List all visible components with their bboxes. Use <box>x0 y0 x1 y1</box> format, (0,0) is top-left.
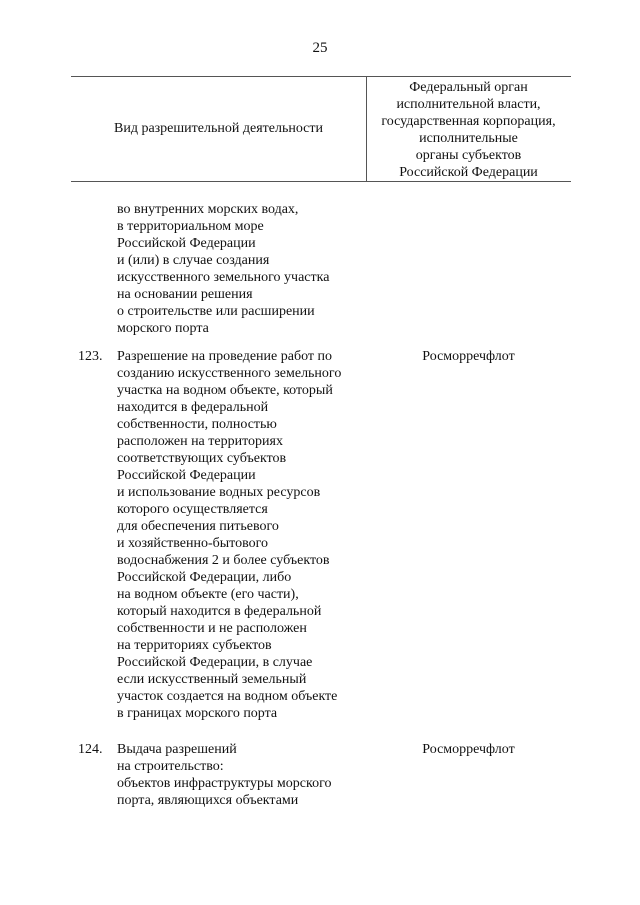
text-line: участок создается на водном объекте <box>117 689 338 704</box>
text-line: на основании решения <box>117 287 253 302</box>
text-line: в границах морского порта <box>117 706 278 721</box>
text-line: Российской Федерации, в случае <box>117 655 313 670</box>
text-line: на строительство: <box>117 759 224 774</box>
column-header-authority-line: исполнительные <box>419 131 518 146</box>
row-description <box>117 348 377 722</box>
column-header-authority <box>366 79 571 181</box>
column-header-authority-line: Федеральный орган <box>409 80 528 95</box>
text-line: Российской Федерации <box>117 236 256 251</box>
text-line: участка на водном объекте, который <box>117 383 333 398</box>
text-line: и хозяйственно-бытового <box>117 536 269 551</box>
column-header-authority-line: исполнительной власти, <box>396 97 541 112</box>
text-line: расположен на территориях <box>117 434 283 449</box>
table-header-top-border <box>71 76 571 77</box>
text-line: который находится в федеральной <box>117 604 322 619</box>
text-line: Выдача разрешений <box>117 742 237 757</box>
text-line: объектов инфраструктуры морского <box>117 776 332 791</box>
text-line: созданию искусственного земельного <box>117 366 342 381</box>
text-line: водоснабжения 2 и более субъектов <box>117 553 330 568</box>
page-number: 25 <box>312 40 328 56</box>
text-line: если искусственный земельный <box>117 672 307 687</box>
text-line: собственности, полностью <box>117 417 277 432</box>
text-line: и использование водных ресурсов <box>117 485 321 500</box>
text-line: Российской Федерации, либо <box>117 570 292 585</box>
row-number: 123. <box>78 349 103 364</box>
text-line: во внутренних морских водах, <box>117 202 299 217</box>
row-number: 124. <box>78 742 103 757</box>
row-authority: Росморречфлот <box>422 349 515 364</box>
text-line: Российской Федерации <box>117 468 256 483</box>
column-header-authority-line: органы субъектов <box>415 148 522 163</box>
text-line: о строительстве или расширении <box>117 304 315 319</box>
row-description <box>117 741 377 809</box>
continuation-text <box>117 201 377 337</box>
text-line: Разрешение на проведение работ по <box>117 349 332 364</box>
text-line: находится в федеральной <box>117 400 269 415</box>
text-line: собственности и не расположен <box>117 621 307 636</box>
text-line: и (или) в случае создания <box>117 253 270 268</box>
text-line: в территориальном море <box>117 219 264 234</box>
row-authority: Росморречфлот <box>422 742 515 757</box>
text-line: на водном объекте (его части), <box>117 587 299 602</box>
table-header-bottom-border <box>71 181 571 182</box>
text-line: на территориях субъектов <box>117 638 272 653</box>
text-line: для обеспечения питьевого <box>117 519 279 534</box>
text-line: искусственного земельного участка <box>117 270 330 285</box>
column-header-authority-line: государственная корпорация, <box>381 114 556 129</box>
column-header-permit-type: Вид разрешительной деятельности <box>113 121 323 136</box>
text-line: порта, являющихся объектами <box>117 793 299 808</box>
text-line: которого осуществляется <box>117 502 268 517</box>
text-line: морского порта <box>117 321 209 336</box>
column-header-authority-line: Российской Федерации <box>399 165 538 180</box>
text-line: соответствующих субъектов <box>117 451 287 466</box>
